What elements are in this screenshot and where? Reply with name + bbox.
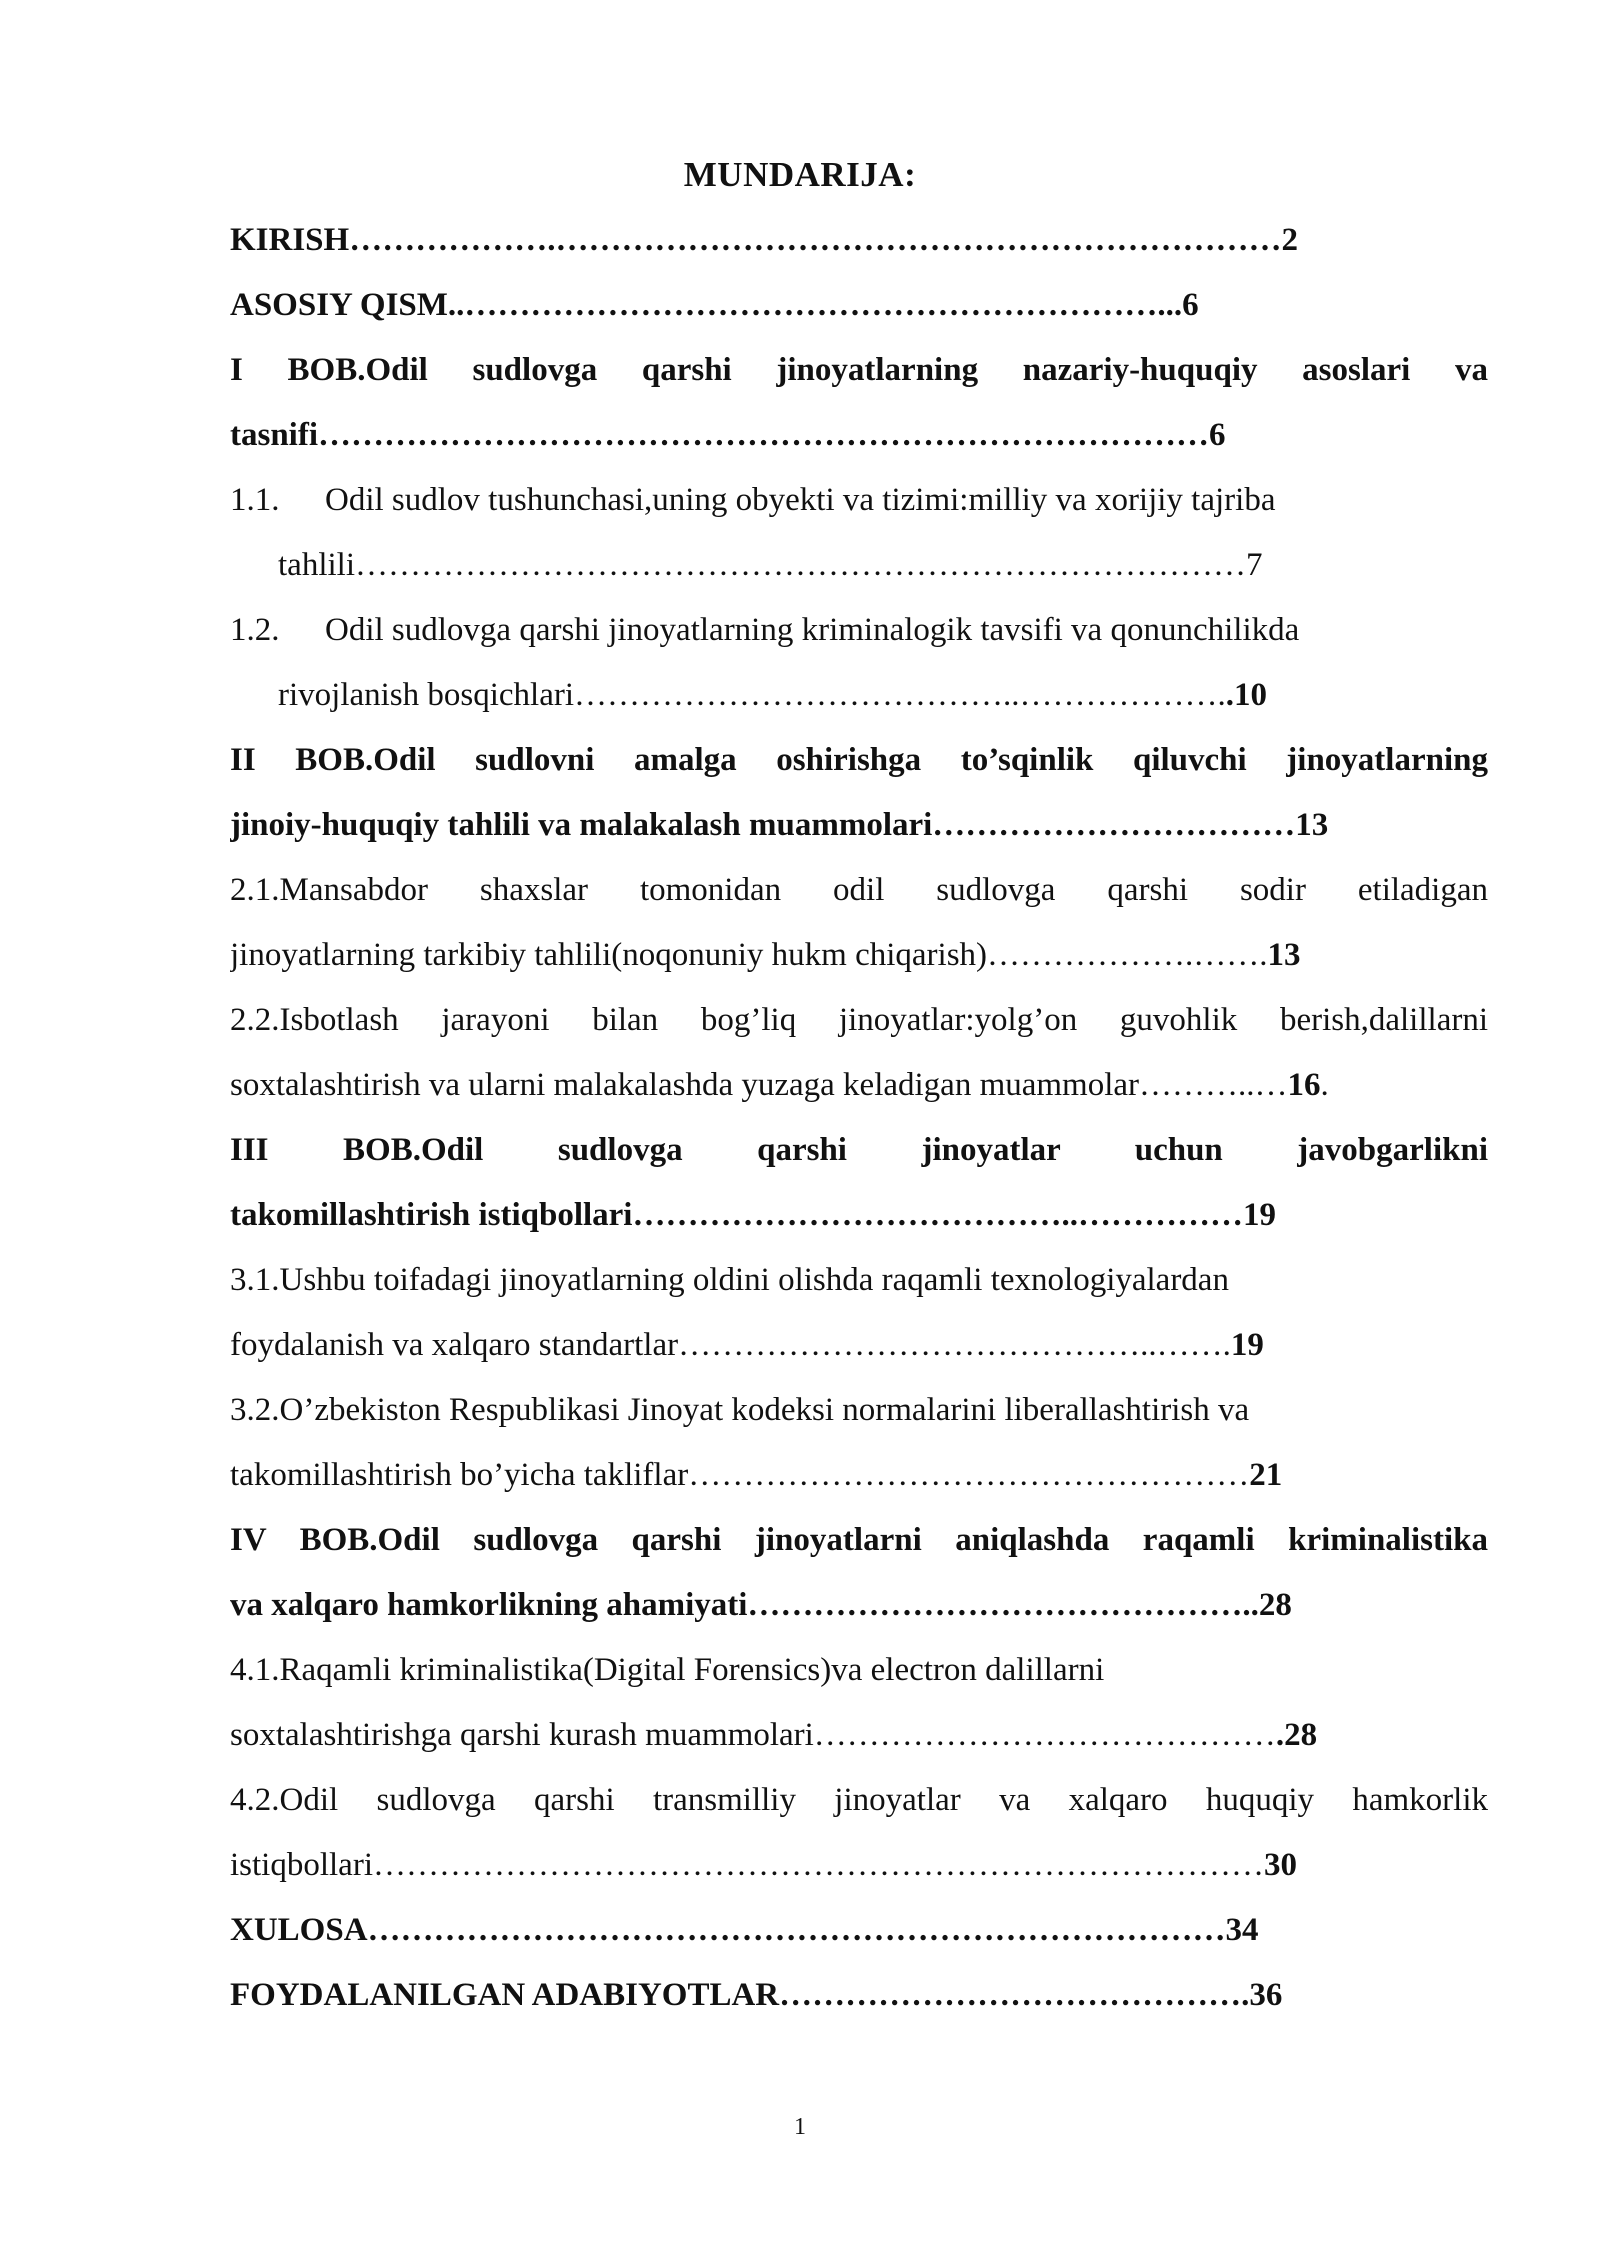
toc-entry-asosiy-qism: ASOSIY QISM..………………………………………………………...6	[230, 287, 1199, 323]
toc-entry-4-2-line1: 4.2.Odil sudlovga qarshi transmilliy jinoyatlar va xalqaro huquqiy hamkorlik	[230, 1782, 1488, 1818]
toc-entry-4-1-line1: 4.1.Raqamli kriminalistika(Digital Forensics)va electron dalillarni	[230, 1652, 1105, 1688]
toc-entry-3-1-page: 19	[1230, 1327, 1264, 1363]
toc-entry-1-1-title: Odil sudlov tushunchasi,uning obyekti va tizimi:milliy va xorijiy tajriba	[325, 482, 1276, 518]
toc-entry-bob1-line2: tasnifi………………………………………………………………………6	[230, 417, 1226, 453]
toc-entry-3-1-title-cont: foydalanish va xalqaro standartlar……………………………………..…….	[230, 1327, 1231, 1363]
toc-entry-3-1-line2	[230, 1325, 1488, 1365]
toc-entry-2-1-line1: 2.1.Mansabdor shaxslar tomonidan odil sudlovga qarshi sodir etiladigan	[230, 872, 1488, 908]
toc-entry-1-1-line1	[230, 480, 1488, 520]
toc-entry-4-2-page: 30	[1264, 1847, 1297, 1883]
toc-entry-2-1-line2	[230, 935, 1488, 975]
toc-title: MUNDARIJA:	[683, 155, 917, 194]
toc-entry-4-1-page: .28	[1275, 1717, 1318, 1753]
toc-entry-1-2-title: Odil sudlovga qarshi jinoyatlarning kriminalogik tavsifi va qonunchilikda	[325, 612, 1300, 648]
toc-entry-4-2-line2	[230, 1845, 1488, 1885]
toc-entry-3-2-title-cont: takomillashtirish bo’yicha takliflar……………………………………………	[230, 1457, 1250, 1493]
toc-entry-adabiyotlar: FOYDALANILGAN ADABIYOTLAR…………………………………….36	[230, 1977, 1283, 2013]
toc-entry-bob4-line1: IV BOB.Odil sudlovga qarshi jinoyatlarni aniqlashda raqamli kriminalistika	[230, 1522, 1488, 1558]
toc-entry-1-2-title-cont: rivojlanish bosqichlari…………………………………..……………….	[278, 677, 1226, 713]
toc-entry-3-2-page: 21	[1249, 1457, 1283, 1493]
toc-entry-2-1-page: 13	[1267, 937, 1301, 973]
toc-entry-1-2-line1	[230, 610, 1488, 650]
toc-entry-bob3-line1: III BOB.Odil sudlovga qarshi jinoyatlar uchun javobgarlikni	[230, 1132, 1488, 1168]
toc-entry-1-2-page: .10	[1225, 677, 1268, 713]
toc-entry-bob1-line1: I BOB.Odil sudlovga qarshi jinoyatlarning nazariy-huquqiy asoslari va	[230, 352, 1488, 388]
toc-entry-bob4-line2: va xalqaro hamkorlikning ahamiyati………………………………………..28	[230, 1587, 1292, 1623]
toc-entry-2-2-trailing-dot: .	[1320, 1067, 1329, 1103]
toc-entry-3-2-line1: 3.2.O’zbekiston Respublikasi Jinoyat kodeksi normalarini liberallashtirish va	[230, 1392, 1250, 1428]
toc-entry-4-1-line2	[230, 1715, 1488, 1755]
toc-entry-xulosa: XULOSA……………………………………………………………………34	[230, 1912, 1259, 1948]
toc-entry-4-1-title-cont: soxtalashtirishga qarshi kurash muammolari……………………………………	[230, 1717, 1276, 1753]
toc-entry-2-1-title-cont: jinoyatlarning tarkibiy tahlili(noqonuniy hukm chiqarish)……………….…….	[230, 937, 1268, 973]
toc-entry-1-2-line2	[278, 675, 1488, 715]
toc-entry-2-2-page: 16	[1287, 1067, 1321, 1103]
toc-entry-3-1-line1: 3.1.Ushbu toifadagi jinoyatlarning oldini olishda raqamli texnologiyalardan	[230, 1262, 1229, 1298]
toc-entry-1-2-number: 1.2.	[230, 612, 280, 648]
page-number: 1	[794, 2114, 806, 2140]
toc-entry-bob3-line2: takomillashtirish istiqbollari…………………………………..……………19	[230, 1197, 1276, 1233]
toc-entry-3-2-line2	[230, 1455, 1488, 1495]
toc-entry-1-1-number: 1.1.	[230, 482, 280, 518]
toc-entry-2-2-title-cont: soxtalashtirish va ularni malakalashda yuzaga keladigan muammolar………..…	[230, 1067, 1288, 1103]
toc-entry-bob2-line1: II BOB.Odil sudlovni amalga oshirishga to’sqinlik qiluvchi jinoyatlarning	[230, 742, 1488, 778]
toc-entry-kirish: KIRISH……………….…………………………………………………………2	[230, 222, 1298, 258]
toc-entry-1-1-title-cont: tahlili………………………………………………………………………7	[278, 547, 1263, 583]
toc-entry-2-2-line1: 2.2.Isbotlash jarayoni bilan bog’liq jinoyatlar:yolg’on guvohlik berish,dalillarni	[230, 1002, 1488, 1038]
toc-entry-4-2-title-cont: istiqbollari………………………………………………………………………	[230, 1847, 1264, 1883]
toc-entry-bob2-line2: jinoiy-huquqiy tahlili va malakalash muammolari……………………………13	[230, 807, 1329, 843]
toc-entry-2-2-line2	[230, 1065, 1488, 1105]
toc-entry-1-1-line2	[278, 545, 1488, 585]
